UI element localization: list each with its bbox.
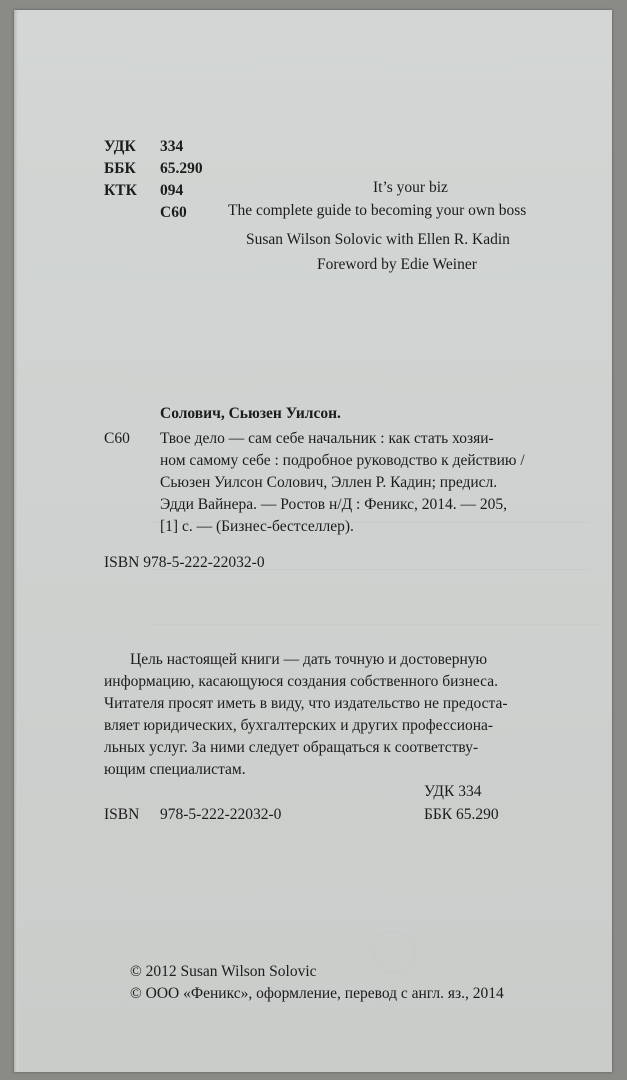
bib-line: Сьюзен Уилсон Солович, Эллен Р. Кадин; предисл. [160, 474, 498, 491]
ktk-label: КТК [104, 182, 137, 199]
bib-line: ном самому себе : подробное руководство к действию / [160, 452, 525, 469]
footer-bbk: ББК 65.290 [424, 806, 499, 823]
original-foreword: Foreword by Edie Weiner [317, 256, 477, 273]
original-subtitle: The complete guide to becoming your own boss [228, 202, 527, 219]
ktk-value: 094 [160, 182, 184, 199]
bib-line: Эдди Вайнера. — Ростов н/Д : Феникс, 2014. — 205, [160, 496, 507, 513]
show-through-line [150, 624, 600, 639]
bib-heading: Солович, Сьюзен Уилсон. [160, 405, 341, 422]
udk-value: 334 [160, 138, 184, 155]
footer-isbn-label: ISBN [104, 806, 140, 823]
notice-line: ющим специалистам. [104, 761, 246, 778]
footer-isbn-value: 978-5-222-22032-0 [160, 806, 282, 823]
udk-label: УДК [104, 138, 136, 155]
copyright-original: © 2012 Susan Wilson Solovic [130, 963, 317, 980]
bib-line: Твое дело — сам себе начальник : как стать хозяи- [160, 430, 494, 447]
page-binding-edge [14, 10, 18, 1072]
original-authors: Susan Wilson Solovic with Ellen R. Kadin [246, 231, 510, 248]
footer-udk: УДК 334 [424, 783, 482, 800]
notice-line: информацию, касающуюся создания собственного бизнеса. [104, 673, 498, 690]
bib-isbn: ISBN 978-5-222-22032-0 [104, 554, 265, 571]
bbk-label: ББК [104, 160, 136, 177]
bib-mark: С60 [104, 430, 130, 447]
copyright-translation: © ООО «Феникс», оформление, перевод с англ. яз., 2014 [130, 985, 504, 1002]
notice-line: льных услуг. За ними следует обращаться к соответству- [104, 739, 479, 756]
show-through-emblem [372, 930, 416, 974]
original-title: It’s your biz [373, 179, 448, 196]
bbk-value: 65.290 [160, 160, 203, 177]
notice-line: Цель настоящей книги — дать точную и достоверную [130, 651, 488, 668]
notice-line: Читателя просят иметь в виду, что издательство не предоста- [104, 695, 508, 712]
author-mark: С60 [160, 204, 187, 221]
notice-line: вляет юридических, бухгалтерских и других профессиона- [104, 717, 494, 734]
bib-line: [1] с. — (Бизнес-бестселлер). [160, 518, 354, 535]
